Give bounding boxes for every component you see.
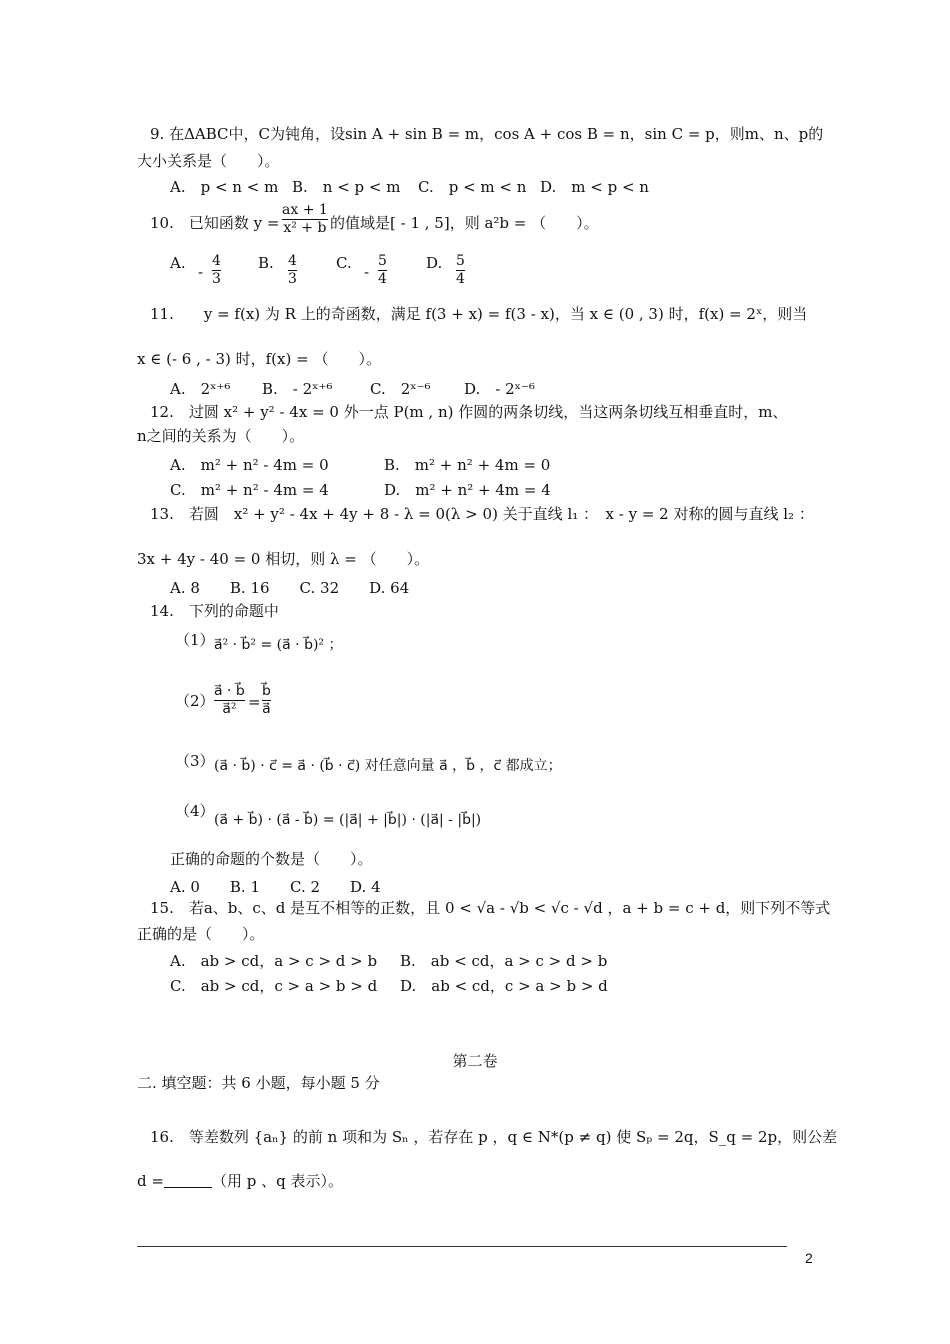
q16-line2-post: （用 p 、q 表示）。 (211, 1172, 343, 1190)
q12-option-a: A. m² + n² - 4m = 0 (170, 456, 329, 474)
q10-option-a: A. - 4 3 (170, 253, 221, 288)
q13-line1: 13. 若圆 x² + y² - 4x + 4y + 8 - λ = 0(λ > 0) 关于直线 l₁ ： x - y = 2 对称的圆与直线 l₂ ： (150, 505, 814, 523)
q14-options: A. 0 B. 1 C. 2 D. 4 (170, 878, 381, 896)
q9-option-d: D. m < p < n (540, 178, 649, 196)
q12-line2: n之间的关系为（ ）。 (137, 427, 305, 445)
q13-line2: 3x + 4y - 40 = 0 相切，则 λ = （ ）。 (137, 550, 430, 568)
q14-ask: 正确的命题的个数是（ ）。 (170, 850, 373, 868)
q10-option-d: D. 5 4 (426, 253, 465, 288)
q14-item-4-label: （4） (175, 802, 215, 820)
part2-section: 二. 填空题：共 6 小题，每小题 5 分 (137, 1074, 380, 1092)
q16-line2 (137, 1172, 343, 1190)
q10-numerator: ax + 1 (282, 202, 328, 218)
q14-item-2-label: （2） (175, 692, 215, 710)
q10-fraction (282, 203, 328, 237)
q14-item-2-rhs: b⃗ a⃗ (262, 683, 271, 718)
q14-title: 14. 下列的命题中 (150, 602, 279, 620)
q12-option-c: C. m² + n² - 4m = 4 (170, 481, 329, 499)
q10-option-c: C. - 5 4 (336, 253, 387, 288)
page-number: 2 (805, 1250, 813, 1266)
q14-item-4-expr: (a⃗ + b⃗) · (a⃗ - b⃗) = (|a⃗| + |b⃗|) · (|a⃗| - |b⃗|) (214, 812, 482, 828)
q10-post: 的值域是[ - 1 , 5]，则 a²b = （ ）。 (330, 214, 599, 232)
q15-line1: 15. 若a、b、c、d 是互不相等的正数，且 0 < √a - √b < √c - √d ，a + b = c + d，则下列不等式 (150, 899, 831, 917)
q16-line1: 16. 等差数列 {aₙ} 的前 n 项和为 Sₙ ，若存在 p ，q ∈ N*(p ≠ q) 使 Sₚ = 2q，S_q = 2p，则公差 (150, 1128, 838, 1146)
q14-item-1-label: （1） (175, 631, 215, 649)
q14-item-2-eq: = (248, 693, 261, 711)
q14-item-3-label: （3） (175, 752, 215, 770)
q15-option-c: C. ab > cd，c > a > b > d (170, 977, 378, 995)
q16-answer-blank (164, 1187, 212, 1188)
q11-option-c: C. 2ˣ⁻⁶ (370, 380, 431, 398)
q14-item-3-expr: (a⃗ · b⃗) · c⃗ = a⃗ · (b⃗ · c⃗) 对任意向量 a⃗ ，b⃗ ，c⃗ 都成立； (214, 758, 562, 774)
q9-line2: 大小关系是（ ）。 (137, 152, 280, 170)
q12-option-b: B. m² + n² + 4m = 0 (384, 456, 551, 474)
part2-heading: 第二卷 (452, 1052, 498, 1070)
q10-pre: 10. 已知函数 y = (150, 214, 280, 232)
q11-option-a: A. 2ˣ⁺⁶ (170, 380, 231, 398)
q15-option-a: A. ab > cd，a > c > d > b (170, 952, 378, 970)
q14-item-2-lhs: a⃗ · b⃗ a⃗² (214, 683, 245, 718)
footer-rule (137, 1246, 787, 1247)
q9-option-b: B. n < p < m (292, 178, 401, 196)
q16-line2-pre: d = (137, 1172, 164, 1190)
q12-line1: 12. 过圆 x² + y² - 4x = 0 外一点 P(m , n) 作圆的两条切线，当这两条切线互相垂直时，m、 (150, 403, 788, 421)
q10-denominator: x² + b (283, 220, 327, 237)
q9-option-c: C. p < m < n (418, 178, 527, 196)
q11-line2: x ∈ (- 6 , - 3) 时，f(x) = （ ）。 (137, 350, 381, 368)
q11-line1: 11. y = f(x) 为 R 上的奇函数，满足 f(3 + x) = f(3 - x)，当 x ∈ (0 , 3) 时，f(x) = 2ˣ，则当 (150, 305, 808, 323)
q9-option-a: A. p < n < m (170, 178, 279, 196)
q10-option-b: B. 4 3 (258, 253, 297, 288)
q9-line1: 9. 在ΔABC中，C为钝角，设sin A + sin B = m，cos A + cos B = n，sin C = p，则m、n、p的 (150, 125, 824, 143)
q15-option-d: D. ab < cd，c > a > b > d (400, 977, 608, 995)
q12-option-d: D. m² + n² + 4m = 4 (384, 481, 551, 499)
q11-option-d: D. - 2ˣ⁻⁶ (464, 380, 535, 398)
q15-option-b: B. ab < cd，a > c > d > b (400, 952, 608, 970)
q13-options: A. 8 B. 16 C. 32 D. 64 (170, 579, 410, 597)
q15-line2: 正确的是（ ）。 (137, 925, 265, 943)
q14-item-1-expr: a⃗² · b⃗² = (a⃗ · b⃗)² ； (214, 637, 343, 653)
q11-option-b: B. - 2ˣ⁺⁶ (262, 380, 333, 398)
